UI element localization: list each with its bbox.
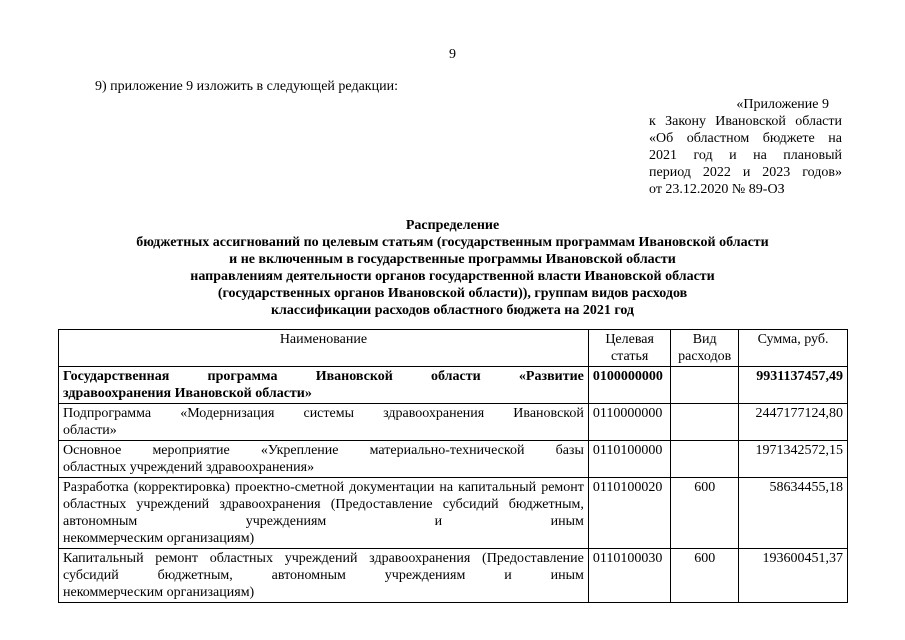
row-name-text: некоммерческим организациям) (63, 531, 255, 546)
heading-line: (государственных органов Ивановской области)), группам видов расходов (217, 286, 688, 301)
row-name-text: Капитальный ремонт областных учреждений здравоохранения (Предоставление субсидий бюджетным, автономным учреждениям и иным (63, 551, 584, 583)
row-code: 0100000000 (588, 367, 670, 404)
page-number: 9 (449, 47, 456, 62)
heading-line: направлениям деятельности органов государственной власти Ивановской области (190, 269, 715, 284)
row-name (59, 478, 589, 549)
appendix-line: «Об областном бюджете на (649, 131, 842, 146)
heading-line: бюджетных ассигнований по целевым статьям (государственным программам Ивановской области (136, 235, 769, 250)
appendix-line: период 2022 и 2023 годов» (649, 165, 842, 180)
row-type (671, 367, 739, 404)
row-name-text: некоммерческим организациям) (63, 585, 255, 600)
row-code: 0110100000 (588, 441, 670, 478)
row-name-text: области» (63, 423, 117, 438)
row-name-text: Подпрограмма «Модернизация системы здравоохранения Ивановской (63, 406, 584, 421)
row-type (671, 404, 739, 441)
row-type: 600 (671, 478, 739, 549)
row-name (59, 549, 589, 603)
header-code: Целевая статья (588, 330, 670, 367)
row-name (59, 404, 589, 441)
header-name: Наименование (59, 330, 589, 367)
header-type: Вид расходов (671, 330, 739, 367)
document-heading (60, 217, 845, 319)
row-code: 0110100030 (588, 549, 670, 603)
row-code: 0110000000 (588, 404, 670, 441)
row-name (59, 441, 589, 478)
row-name-text: Государственная программа Ивановской области «Развитие (63, 369, 584, 384)
row-sum: 9931137457,49 (739, 367, 848, 404)
table-row (59, 478, 848, 549)
heading-line: Распределение (405, 218, 500, 233)
row-code: 0110100020 (588, 478, 670, 549)
table-header-row (59, 330, 848, 367)
row-sum: 1971342572,15 (739, 441, 848, 478)
heading-line: классификации расходов областного бюджета на 2021 год (270, 303, 635, 318)
table-row (59, 367, 848, 404)
row-name (59, 367, 589, 404)
appendix-line: 2021 год и на плановый (649, 148, 842, 163)
appendix-line: «Приложение 9 (736, 97, 829, 112)
table-row (59, 404, 848, 441)
row-sum: 58634455,18 (739, 478, 848, 549)
appendix-reference (649, 96, 842, 198)
table-row (59, 549, 848, 603)
appendix-line: к Закону Ивановской области (649, 114, 842, 129)
row-name-text: Разработка (корректировка) проектно-сметной документации на капитальный ремонт областных учреждений здравоохранения (Предоставление субсидий бюджетным, автономным учреждениям и иным (63, 480, 584, 529)
appendix-line: от 23.12.2020 № 89-ОЗ (649, 182, 785, 197)
header-sum: Сумма, руб. (739, 330, 848, 367)
row-name-text: здравоохранения Ивановской области» (63, 386, 312, 401)
row-name-text: областных учреждений здравоохранения» (63, 460, 315, 475)
row-name-text: Основное мероприятие «Укрепление материально-технической базы (63, 443, 584, 458)
amendment-intro: 9) приложение 9 изложить в следующей редакции: (95, 79, 398, 94)
row-type: 600 (671, 549, 739, 603)
budget-table (58, 329, 848, 603)
row-sum: 2447177124,80 (739, 404, 848, 441)
row-type (671, 441, 739, 478)
heading-line: и не включенным в государственные программы Ивановской области (229, 252, 676, 267)
table-row (59, 441, 848, 478)
row-sum: 193600451,37 (739, 549, 848, 603)
